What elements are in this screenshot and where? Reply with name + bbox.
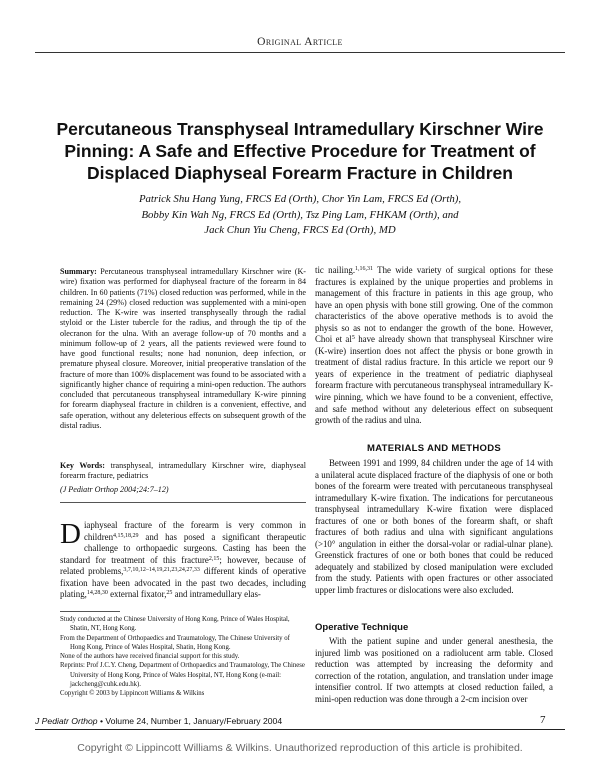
reference: 2,15 (208, 555, 220, 562)
citation: (J Pediatr Orthop 2004;24:7–12) (60, 485, 169, 494)
body-text: With the patient supine and under general anesthesia, the injured limb was positioned on a radiolucent arm table. Closed reduction was attempted by increasing the deformity and correction of the rotation, angulation, and translation under image intensifier control. If two attempts at closed reduction failed, a mini-open reduction was done through a 2-cm incision over (315, 636, 553, 704)
intro-text: external fixator, (107, 589, 167, 600)
footnote: None of the authors have received financial support for this study. (60, 653, 240, 661)
footnote: Copyright © 2003 by Lippincott Williams & Wilkins (60, 690, 205, 698)
reference: 1,16,31 (355, 266, 374, 272)
section-heading-materials-methods: MATERIALS AND METHODS (366, 443, 502, 454)
footnote: Study conducted at the Chinese University of Hong Kong, Prince of Wales Hospital, Shatin, NT, Hong Kong. (60, 616, 290, 633)
author-line: Patrick Shu Hang Yung, FRCS Ed (Orth), Chor Yin Lam, FRCS Ed (Orth), (138, 193, 462, 205)
issue-info: • Volume 24, Number 1, January/February 2004 (97, 716, 283, 726)
copyright-notice: Copyright © Lippincott Williams & Wilkins. Unauthorized reproduction of this article is prohibited. (77, 742, 523, 754)
journal-name: J Pediatr Orthop (35, 716, 98, 726)
section-heading-operative-technique: Operative Technique (315, 622, 409, 633)
body-text: have already shown that transphyseal Kirschner wire (K-wire) insertion does not affect the physis or bone growth in treatment of distal radius fracture. In this article we report our 9 years of experience in the treatment of pediatric diaphyseal forearm fracture with percutaneous transphyseal intramedullary K-wire pinning, which we have found to be a convenient, effective, and safe method without any deleterious effect on subsequent growth of the radius and ulna. (315, 334, 553, 426)
article-title: Percutaneous Transphyseal Intramedullary Kirschner Wire Pinning: A Safe and Effective Procedure for Treatment of Displaced Diaphyseal Forearm Fracture in Children (56, 119, 544, 183)
reference: 25 (166, 590, 173, 597)
footnote-rule (60, 611, 120, 612)
intro-paragraph (60, 520, 306, 601)
footnote: From the Department of Orthopaedics and Traumatology, The Chinese University of Hong Kong, Prince of Wales Hospital, Shatin, Hong Kong. (60, 634, 290, 651)
intro-text: ; however, because of related problems, (60, 554, 306, 577)
section-label: Original Article (257, 36, 343, 48)
intro-text: different kinds of operative fixation have been advocated in the past two decades, including plating, (60, 566, 306, 600)
intro-continuation (315, 265, 553, 427)
operative-technique-paragraph (315, 636, 553, 705)
page-number: 7 (540, 714, 546, 726)
abstract-text: Percutaneous transphyseal intramedullary Kirschner wire (K-wire) fixation was performed for diaphyseal fracture of the forearm in 84 children. In 60 patients (71%) closed reduction was performed, while in the remaining 24 (29%) closed reduction was supplemented with a mini-open reduction. The K-wire was inserted transphyseally through the radial styloid or the Lister tubercle for the radius, and through the tip of the olecranon for the ulna. With an average follow-up of 70 months and a minimum follow-up of 2 years, all the patients reviewed were found to have good functional results; none had nonunion, deep infection, or premature physeal closure. Moreover, initial preoperative translation of the fracture of more than 100% displacement was found to be associated with a significantly higher chance of requiring a mini-open reduction. The authors concluded that percutaneous transphyseal intramedullary K-wire pinning for forearm diaphyseal fracture in children is a convenient, effective, and safe operation, without any deleterious effects on subsequent growth of the distal radius. (60, 267, 306, 430)
keywords (60, 461, 306, 482)
drop-cap: D (60, 518, 81, 550)
abstract (60, 267, 306, 431)
header-rule (35, 52, 565, 53)
reference: 14,28,30 (86, 590, 108, 597)
author-list (70, 192, 530, 239)
footer-rule (35, 729, 565, 730)
body-text: tic nailing. (315, 265, 356, 275)
reference: 4,15,18,29 (113, 532, 139, 539)
body-text: Between 1991 and 1999, 84 children under the age of 14 with a unilateral acute displaced fracture of the diaphysis of one or both bones of the forearm were treated with percutaneous transphyseal intramedullary K-wire fixation. The indications for percutaneous transphyseal intramedullary K-wire fixation were displaced fractures of one or both bones of the forearm shaft, or shaft fractures of both radius and ulna with significant angulations (>10° angulation in either the dorsal-volar or radial-ulnar plane). Greenstick fractures of one or both bones that could be reduced adequately and stabilized by closed manipulation were excluded from the study. Patients with open fractures or other associated upper limb fractures or dislocations were also excluded. (315, 458, 553, 596)
author-line: Jack Chun Yiu Cheng, FRCS Ed (Orth), MD (204, 224, 396, 236)
running-footer (35, 716, 282, 726)
body-text: The wide variety of surgical options for these fractures is explained by the unique properties and problems in management of this fracture in patients in this age group, who have an open physis with bone still growing. One of the common characteristics of the above operative methods is to avoid the physis so as not to endanger the growth of the bone. However, Choi et al (315, 265, 553, 345)
abstract-rule (60, 502, 306, 503)
intro-text: iaphyseal fracture of the forearm is very common in children (83, 520, 306, 542)
intro-text: and has posed a significant therapeutic challenge to orthopaedic surgeons. Casting has been the standard for treatment of this fracture (60, 531, 306, 565)
reference: 5 (351, 335, 355, 342)
materials-methods-paragraph (315, 458, 553, 597)
keywords-label: Key Words: (60, 461, 106, 470)
footnotes (60, 615, 306, 699)
footnote: Reprints: Prof J.C.Y. Cheng, Department of Orthopaedics and Traumatology, The Chinese University of Hong Kong, Prince of Wales Hospital, NT, Hong Kong (e-mail: jackcheng@cuhk.edu.hk). (60, 662, 305, 689)
reference: 3,7,10,12–14,19,21,23,24,27,33 (123, 567, 200, 574)
abstract-label: Summary: (60, 267, 97, 276)
author-line: Bobby Kin Wah Ng, FRCS Ed (Orth), Tsz Ping Lam, FHKAM (Orth), and (141, 208, 459, 221)
keywords-text: transphyseal, intramedullary Kirschner wire, diaphyseal forearm fracture, pediatrics (60, 461, 306, 481)
intro-text: and intramedullary elas- (172, 589, 261, 600)
